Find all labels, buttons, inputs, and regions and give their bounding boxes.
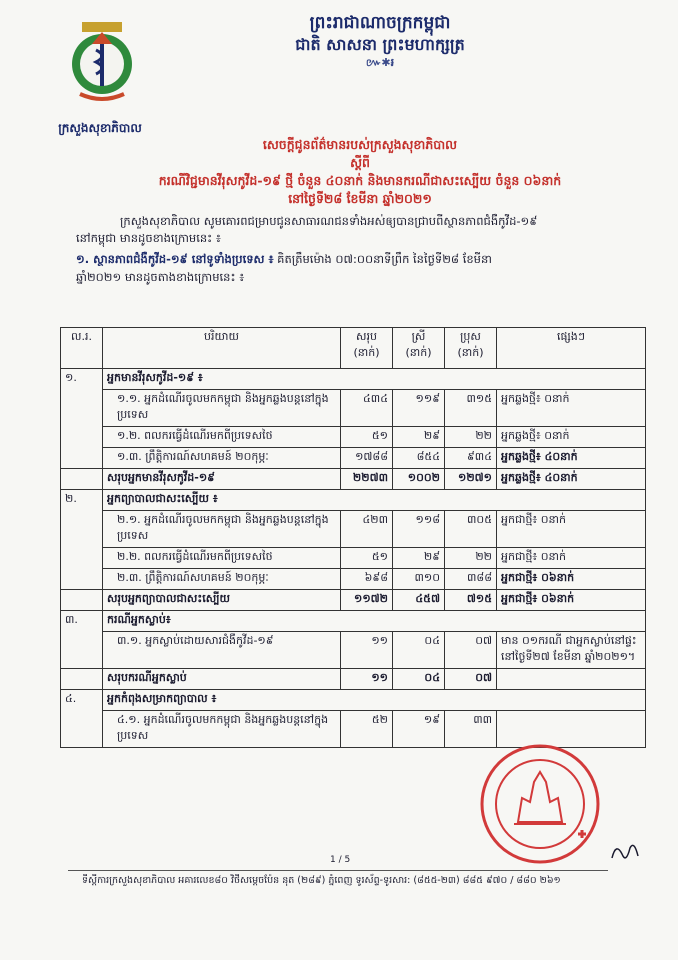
row-description: ២.២. ពលករធ្វើដំណើរមកពីប្រទេសថៃ bbox=[103, 548, 341, 569]
intro-line-1: ក្រសួងសុខាភិបាល សូមគោរពជម្រាបជូនសាធារណជនទាំងអស់ឲ្យបានជ្រាបពីស្ថានភាពជំងឺកូវីដ-១៩ bbox=[120, 214, 538, 228]
group-number: ១. bbox=[61, 369, 103, 469]
table-row bbox=[61, 690, 646, 711]
kingdom-name: ព្រះរាជាណាចក្រកម្ពុជា bbox=[309, 13, 451, 33]
summary-male: ១២៧១ bbox=[445, 469, 497, 490]
row-female: ០៤ bbox=[393, 632, 445, 669]
row-total: ៥១ bbox=[341, 548, 393, 569]
page-number: 1 / 5 bbox=[330, 855, 351, 865]
summary-other: អ្នកឆ្លងថ្មី៖ ៤០នាក់ bbox=[497, 469, 646, 490]
table-row bbox=[61, 448, 646, 469]
header-other: ផ្សេងៗ bbox=[497, 328, 646, 369]
header-description: បរិយាយ bbox=[103, 328, 341, 369]
row-male: ៣១៥ bbox=[445, 390, 497, 427]
national-motto: ជាតិ សាសនា ព្រះមហាក្សត្រ bbox=[295, 35, 465, 54]
row-total: ៤២៣ bbox=[341, 511, 393, 548]
summary-female: ០៤ bbox=[393, 669, 445, 690]
row-female: ២៩ bbox=[393, 427, 445, 448]
row-total: ៤៣៤ bbox=[341, 390, 393, 427]
kingdom-header bbox=[230, 12, 530, 70]
summary-row bbox=[61, 590, 646, 611]
row-total: ៥២ bbox=[341, 711, 393, 748]
group-number: ៣. bbox=[61, 611, 103, 669]
row-other: អ្នកឆ្លងថ្មី៖ ០នាក់ bbox=[497, 390, 646, 427]
summary-male: ០៧ bbox=[445, 669, 497, 690]
footer-address: ទីស្តីការក្រសួងសុខាភិបាល អគារលេខ៨០ វិថីសម្តេចប៉ែន នុត (២៨៩) ភ្នំពេញ ទូរស័ព្ទ-ទូរសារ: (៨៥៥-២៣) ៨៨៥ ៩៧០ / ៨៨០ ២៦១ bbox=[82, 875, 561, 886]
row-description: ១.៣. ព្រឹត្តិការណ៍សហគមន៍ ២០កុម្ភៈ bbox=[103, 448, 341, 469]
row-male: ២២ bbox=[445, 548, 497, 569]
document-title bbox=[90, 136, 630, 208]
summary-row bbox=[61, 469, 646, 490]
row-male: ៣៨៨ bbox=[445, 569, 497, 590]
title-line-4: នៅថ្ងៃទី២៨ ខែមីនា ឆ្នាំ២០២១ bbox=[288, 191, 432, 206]
row-other: អ្នកជាថ្មី៖ ០នាក់ bbox=[497, 548, 646, 569]
title-line-1: សេចក្តីជូនព័ត៌មានរបស់ក្រសួងសុខាភិបាល bbox=[262, 137, 458, 152]
intro-line-2: នៅកម្ពុជា មានដូចខាងក្រោមនេះ ៖ bbox=[76, 231, 221, 245]
summary-row bbox=[61, 669, 646, 690]
summary-description: សរុបករណីអ្នកស្លាប់ bbox=[103, 669, 341, 690]
row-description: ២.១. អ្នកដំណើរចូលមកកម្ពុជា និងអ្នកឆ្លងបន្តនៅក្នុងប្រទេស bbox=[103, 511, 341, 548]
footer-divider bbox=[68, 870, 608, 871]
row-description: ១.២. ពលករធ្វើដំណើរមកពីប្រទេសថៃ bbox=[103, 427, 341, 448]
table-row bbox=[61, 511, 646, 548]
group-title: អ្នកកំពុងសម្រាកព្យាបាល ៖ bbox=[103, 690, 646, 711]
group-title: ករណីអ្នកស្លាប់៖ bbox=[103, 611, 646, 632]
title-line-3: ករណីវិជ្ជមានវីរុសកូវីដ-១៩ ថ្មី ចំនួន ៤០នាក់ និងមានករណីជាសះស្បើយ ចំនួន ០៦នាក់ bbox=[158, 173, 562, 188]
row-male: ២២ bbox=[445, 427, 497, 448]
table-row bbox=[61, 490, 646, 511]
table-row bbox=[61, 632, 646, 669]
row-female: ៨៥៤ bbox=[393, 448, 445, 469]
header-female: ស្រី (នាក់) bbox=[393, 328, 445, 369]
ornament: ៚✱៛ bbox=[365, 56, 395, 69]
section-1-text-1: គិតត្រឹមម៉ោង ០៧:០០នាទីព្រឹក នៃថ្ងៃទី២៨ ខែមីនា bbox=[273, 252, 492, 266]
statistics-table bbox=[60, 327, 646, 748]
table-row bbox=[61, 369, 646, 390]
table-row bbox=[61, 390, 646, 427]
summary-description: សរុបអ្នកព្យាបាលជាសះស្បើយ bbox=[103, 590, 341, 611]
row-other: អ្នកឆ្លងថ្មី៖ ០នាក់ bbox=[497, 427, 646, 448]
table-row bbox=[61, 548, 646, 569]
row-female: ១១៨ bbox=[393, 511, 445, 548]
header-total: សរុប (នាក់) bbox=[341, 328, 393, 369]
official-stamp bbox=[478, 742, 602, 866]
header-no: ល.រ. bbox=[61, 328, 103, 369]
row-description: ១.១. អ្នកដំណើរចូលមកកម្ពុជា និងអ្នកឆ្លងបន្តនៅក្នុងប្រទេស bbox=[103, 390, 341, 427]
summary-other: អ្នកជាថ្មី៖ ០៦នាក់ bbox=[497, 590, 646, 611]
summary-total: ១១ bbox=[341, 669, 393, 690]
group-title: អ្នកព្យាបាលជាសះស្បើយ ៖ bbox=[103, 490, 646, 511]
row-male: ០៧ bbox=[445, 632, 497, 669]
summary-total: ១១៧២ bbox=[341, 590, 393, 611]
row-female: ២៩ bbox=[393, 548, 445, 569]
summary-female: ១០០២ bbox=[393, 469, 445, 490]
ministry-logo bbox=[62, 20, 142, 112]
summary-male: ៧១៥ bbox=[445, 590, 497, 611]
table-row bbox=[61, 569, 646, 590]
row-description: ២.៣. ព្រឹត្តិការណ៍សហគមន៍ ២០កុម្ភៈ bbox=[103, 569, 341, 590]
group-title: អ្នកមានវីរុសកូវីដ-១៩ ៖ bbox=[103, 369, 646, 390]
row-total: ១៧៨៨ bbox=[341, 448, 393, 469]
header-male: ប្រុស (នាក់) bbox=[445, 328, 497, 369]
row-other: អ្នកជាថ្មី៖ ០នាក់ bbox=[497, 511, 646, 548]
row-other: មាន ០១ករណី ជាអ្នកស្លាប់នៅផ្ទះនៅថ្ងៃទី២៧ ខែមីនា ឆ្នាំ២០២១។ bbox=[497, 632, 646, 669]
table-header-row bbox=[61, 328, 646, 369]
row-female: ១៩ bbox=[393, 711, 445, 748]
row-total: ១១ bbox=[341, 632, 393, 669]
row-description: ៤.១. អ្នកដំណើរចូលមកកម្ពុជា និងអ្នកឆ្លងបន្តនៅក្នុងប្រទេស bbox=[103, 711, 341, 748]
section-1-heading: ១. ស្ថានភាពជំងឺកូវីដ-១៩ នៅទូទាំងប្រទេស ៖ bbox=[76, 252, 274, 266]
row-female: ១១៩ bbox=[393, 390, 445, 427]
row-total: ៦៩៨ bbox=[341, 569, 393, 590]
row-male: ៩៣៤ bbox=[445, 448, 497, 469]
table-row bbox=[61, 611, 646, 632]
summary-description: សរុបអ្នកមានវីរុសកូវីដ-១៩ bbox=[103, 469, 341, 490]
summary-other bbox=[497, 669, 646, 690]
group-number: ២. bbox=[61, 490, 103, 590]
intro-paragraph bbox=[76, 213, 656, 247]
row-description: ៣.១. អ្នកស្លាប់ដោយសារជំងឺកូវីដ-១៩ bbox=[103, 632, 341, 669]
row-female: ៣១០ bbox=[393, 569, 445, 590]
title-line-2: ស្តីពី bbox=[350, 155, 370, 170]
summary-total: ២២៧៣ bbox=[341, 469, 393, 490]
summary-female: ៤៥៧ bbox=[393, 590, 445, 611]
section-1 bbox=[76, 250, 656, 286]
row-male: ៣៣ bbox=[445, 711, 497, 748]
row-other: អ្នកឆ្លងថ្មី៖ ៤០នាក់ bbox=[497, 448, 646, 469]
group-number: ៤. bbox=[61, 690, 103, 748]
row-other: អ្នកជាថ្មី៖ ០៦នាក់ bbox=[497, 569, 646, 590]
section-1-text-2: ឆ្នាំ២០២១ មានដូចតាងខាងក្រោមនេះ ៖ bbox=[76, 270, 245, 284]
row-total: ៥១ bbox=[341, 427, 393, 448]
table-row bbox=[61, 427, 646, 448]
row-male: ៣០៥ bbox=[445, 511, 497, 548]
ministry-name: ក្រសួងសុខាភិបាល bbox=[58, 121, 142, 135]
signature bbox=[608, 838, 644, 866]
